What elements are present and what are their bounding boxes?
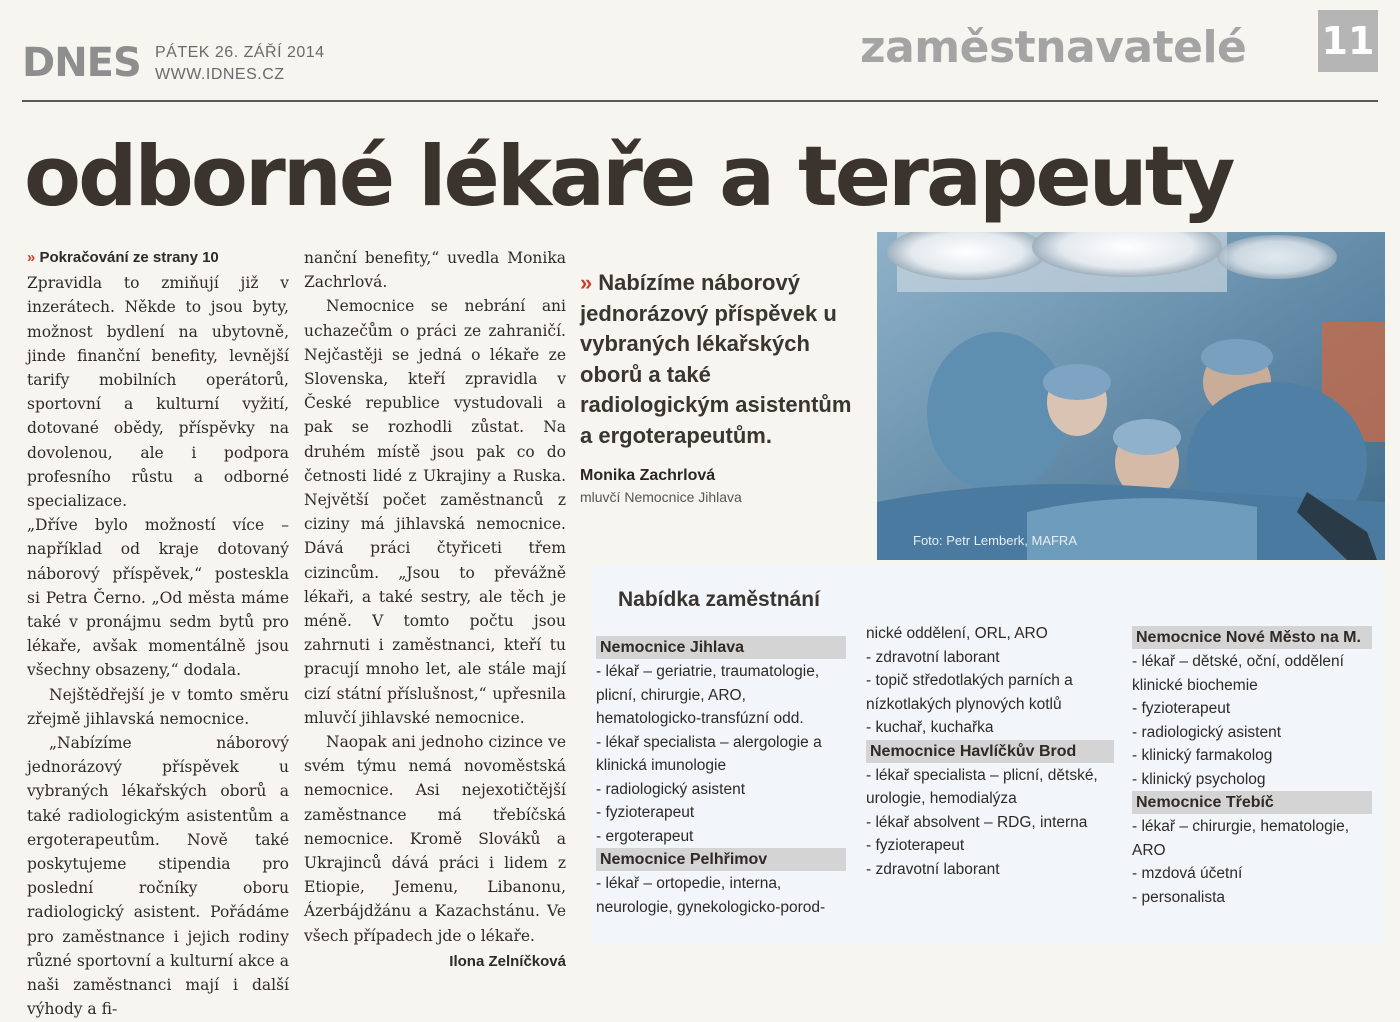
- issue-date: PÁTEK 26. ZÁŘÍ 2014: [155, 44, 325, 61]
- jobs-column-1: [596, 636, 846, 919]
- page-number: 11: [1318, 10, 1378, 72]
- website-url: WWW.IDNES.CZ: [155, 66, 285, 83]
- arrow-icon: »: [27, 249, 40, 266]
- article-column-1: [27, 246, 289, 1022]
- paragraph: Nemocnice se nebrání ani uchazečům o práci ze zahraničí. Nejčastěji se jedná o lékaře ze Slovenska, kteří zpravidla v České republice vystudovali a pak se rozhodli zůstat. Na druhém místě jsou pak co do četnosti lidé z Ukrajiny a Ruska. Největší počet zaměstnanců z ciziny má jihlavská nemocnice. Dává práci čtyřiceti třem cizincům. „Jsou to převážně lékaři, a také sestry, ale těch je méně. V tomto počtu jsou zahrnuti i zaměstnanci, kteří tu pracují mnoho let, ale stále mají cizí státní příslušnost,“ upřesnila mluvčí jihlavské nemocnice.: [304, 297, 566, 727]
- article-column-2: [304, 246, 566, 974]
- hospital-heading: Nemocnice Jihlava: [596, 636, 846, 659]
- job-item: - personalista: [1132, 888, 1226, 906]
- header-rule: [22, 100, 1378, 102]
- article-author: Ilona Zelníčková: [449, 952, 566, 970]
- job-item: - mzdová účetní: [1132, 865, 1243, 882]
- job-item: - lékař – ortopedie, interna, neurologie, gynekologicko-porod-: [596, 875, 826, 916]
- jobs-column-2: [866, 622, 1114, 881]
- article-headline: odborné lékaře a terapeuty: [24, 128, 1233, 225]
- jobs-column-3: [1132, 626, 1372, 909]
- job-item: - radiologický asistent: [1132, 723, 1282, 741]
- continued-note: » Pokračování ze strany 10: [27, 249, 219, 266]
- quote-author: Monika Zachrlová: [580, 467, 716, 484]
- job-item: - klinický farmakolog: [1132, 747, 1273, 764]
- job-item: - fyzioterapeut: [596, 804, 695, 821]
- paragraph: nanční benefity,“ uvedla Monika Zachrlová.: [304, 249, 566, 292]
- quote-author-role: mluvčí Nemocnice Jihlava: [580, 489, 742, 505]
- paragraph: Naopak ani jednoho cizince ve svém týmu nemá novoměstská nemocnice. Asi nejexotičtější zaměstnance má třebíčská nemocnice. Kromě Slováků a Ukrajinců dává práci i lidem z Etiopie, Jemenu, Libanonu, Ázerbájdžánu a Kazachstánu. Ve všech případech jde o lékaře.: [304, 733, 566, 945]
- surgery-illustration: [877, 232, 1385, 560]
- quote-text: » Nabízíme náborový jednorázový příspěvek u vybraných lékařských oborů a také radiologickým asistentům a ergoterapeutům.: [580, 270, 852, 448]
- hospital-heading: Nemocnice Nové Město na M.: [1132, 626, 1372, 649]
- job-item: - fyzioterapeut: [866, 837, 965, 854]
- job-item: - lékař absolvent – RDG, interna: [866, 813, 1088, 831]
- paragraph: Nejštědřejší je v tomto směru zřejmě jihlavská nemocnice.: [27, 685, 289, 728]
- surgery-photo: [877, 232, 1385, 560]
- hospital-heading: Nemocnice Třebíč: [1132, 791, 1372, 814]
- newspaper-logo: DNES: [22, 40, 141, 86]
- job-item: - ergoterapeut: [596, 827, 694, 845]
- hospital-heading: Nemocnice Pelhřimov: [596, 848, 846, 871]
- photo-credit: Foto: Petr Lemberk, MAFRA: [913, 533, 1077, 548]
- job-item: - lékař – geriatrie, traumatologie, plicní, chirurgie, ARO, hematologicko-transfúzní odd.: [596, 663, 820, 727]
- job-item: - lékař specialista – plicní, dětské, urologie, hemodialýza: [866, 766, 1098, 807]
- job-item: - zdravotní laborant: [866, 860, 1000, 878]
- masthead: [0, 0, 1400, 100]
- job-item: - kuchař, kuchařka: [866, 719, 994, 736]
- section-title: zaměstnavatelé: [860, 22, 1247, 73]
- paragraph: „Nabízíme náborový jednorázový příspěvek u vybraných lékařských oborů a také radiologickým asistentům a ergoterapeutům. Nově také poskytujeme stipendia pro poslední ročníky oboru radiologický asistent. Pořádáme pro zaměstnance i jejich rodiny různé sportovní a kulturní akce a naši zaměstnanci mají i další výhody a fi-: [27, 734, 289, 1019]
- hospital-heading: Nemocnice Havlíčkův Brod: [866, 740, 1114, 763]
- paragraph: „Dříve bylo možností více – například od kraje dotovaný náborový příspěvek,“ posteskla si Petra Černo. „Od města máme také v pronájmu sedm bytů pro lékaře, avšak momentálně jsou všechny obsazeny,“ dodala.: [27, 516, 289, 680]
- job-item: - lékař – dětské, oční, oddělení klinické biochemie: [1132, 653, 1344, 694]
- job-item: - radiologický asistent: [596, 780, 746, 798]
- quote-marks-icon: »: [580, 270, 593, 295]
- job-item: - topič středotlakých parních a nízkotlakých plynových kotlů: [866, 672, 1073, 713]
- job-item: - fyzioterapeut: [1132, 700, 1231, 717]
- pull-quote: [580, 268, 860, 505]
- job-item: - zdravotní laborant: [866, 648, 1000, 666]
- job-item: - lékař specialista – alergologie a klinická imunologie: [596, 733, 822, 774]
- job-item: - lékař – chirurgie, hematologie, ARO: [1132, 818, 1350, 859]
- job-offers-box: [592, 566, 1384, 944]
- job-item: nické oddělení, ORL, ARO: [866, 625, 1048, 642]
- paragraph: Zpravidla to zmiňují již v inzerátech. Někde to jsou byty, možnost bydlení na ubytovně, jinde finanční benefity, levnější tarify mobilních operátorů, sportovní a kulturní vyžití, dotované obědy, příspěvky na dovolenou, ale i podpora profesního růstu a odborné specializace.: [27, 274, 289, 511]
- job-offers-title: Nabídka zaměstnání: [618, 588, 820, 611]
- job-item: - klinický psycholog: [1132, 770, 1266, 788]
